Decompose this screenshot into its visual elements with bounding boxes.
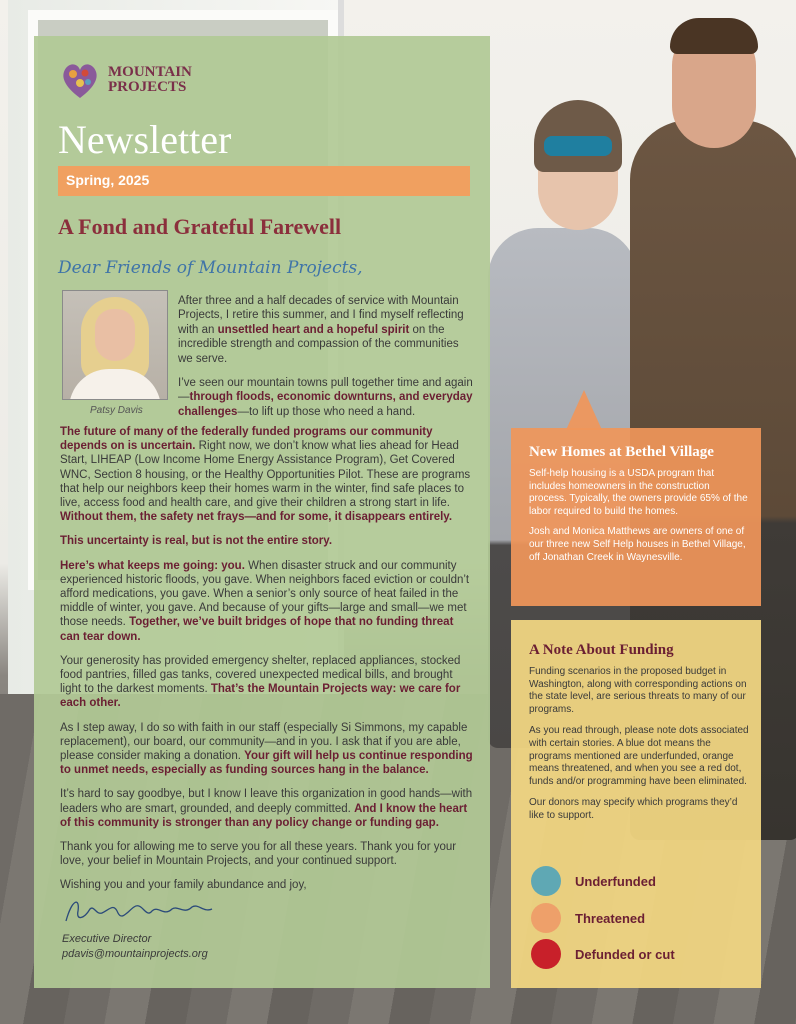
paragraph-keeps-going: Here’s what keeps me going: you. When disaster struck and our community experienced historic floods, you gave. When neighbors faced eviction or couldn’t afford medications, you gave. When a senior’s only source of heat failed in the middle of winter, you gave. And because of your gifts—large and small—we met those needs. Together, we’ve built bridges of hope that no funding threat can tear down. — [60, 559, 470, 643]
season-label: Spring, 2025 — [66, 172, 150, 188]
logo-line-1: MOUNTAIN — [108, 64, 192, 80]
legend-threatened — [531, 903, 645, 933]
red-dot-icon — [531, 939, 561, 969]
heart-logo-icon — [58, 58, 102, 102]
article-headline: A Fond and Grateful Farewell — [58, 214, 342, 239]
man-hair — [670, 18, 758, 54]
letter-body — [60, 425, 476, 903]
bethel-text — [529, 468, 749, 572]
signature-title: Executive Director — [62, 933, 152, 945]
funding-title: A Note About Funding — [529, 642, 674, 658]
orange-dot-icon — [531, 903, 561, 933]
intro-paragraph-2: I’ve seen our mountain towns pull together time and again—through floods, economic downturns, and everyday challenges—to lift up those who need a hand. — [178, 377, 473, 418]
portrait-photo — [62, 290, 168, 400]
funding-paragraph-1: Funding scenarios in the proposed budget in Washington, along with corresponding actions on the state level, are serious threats to many of our programs. — [529, 666, 747, 715]
logo — [58, 58, 192, 102]
bethel-village-box — [511, 428, 761, 606]
blue-dot-icon — [531, 866, 561, 896]
bethel-title: New Homes at Bethel Village — [529, 444, 714, 460]
intro-text — [178, 294, 474, 429]
logo-line-2: PROJECTS — [108, 79, 187, 95]
paragraph-generosity: Your generosity has provided emergency shelter, replaced appliances, stocked food pantries, filled gas tanks, covered unexpected medical bills, and brought light to the darkest moments. That’s the Mountain Projects way: we care for each other. — [60, 654, 461, 710]
paragraph-future: The future of many of the federally funded programs our community depends on is uncertain. Right now, we don’t know what lies ahead for Head Start, LIHEAP (Low Income Home Energy Assistance Program), Get Covered WNC, Section 8 housing, or the Healthy Opportunities Pilot. These are programs that help our neighbors keep their homes warm in the winter, find safe places to live, access food and health care, and give their children a strong start in life. Without them, the safety net frays—and for some, it disappears entirely. — [60, 426, 471, 524]
paragraph-wishing: Wishing you and your family abundance and joy, — [60, 879, 307, 892]
paragraph-thank-you: Thank you for allowing me to serve you for all these years. Thank you for your love, your belief in Mountain Projects, and your continued support. — [60, 841, 457, 868]
legend-underfunded — [531, 866, 656, 896]
funding-paragraph-2: As you read through, please note dots associated with certain stories. A blue dot means the programs mentioned are underfunded, orange means threatened, and when you see a red dot, funds and/or programming have been eliminated. — [529, 725, 749, 787]
bethel-pointer — [566, 390, 602, 430]
legend-label: Underfunded — [575, 873, 656, 889]
signature — [62, 893, 222, 929]
signature-email[interactable]: pdavis@mountainprojects.org — [62, 948, 208, 960]
paragraph-step-away: As I step away, I do so with faith in our staff (especially Si Simmons, my capable replacement), our board, our community—and in you. I ask that if you are able, please consider making a donation. Your gift will help us continue responding to unmet needs, especially as funding sources hang in the balance. — [60, 721, 473, 777]
salutation: Dear Friends of Mountain Projects, — [58, 258, 363, 278]
bethel-paragraph-2: Josh and Monica Matthews are owners of one of our three new Self Help houses in Bethel Village, off Jonathan Creek in Waynesville. — [529, 526, 746, 563]
goggles — [544, 136, 612, 156]
legend-defunded — [531, 939, 675, 969]
newsletter-panel — [34, 36, 490, 988]
legend-label: Defunded or cut — [575, 946, 675, 962]
paragraph-goodbye: It’s hard to say goodbye, but I know I leave this organization in good hands—with leaders who are smart, grounded, and deeply committed. And I know the heart of this community is stronger than any policy change or funding gap. — [60, 788, 473, 829]
signature-block — [62, 932, 208, 962]
newsletter-title: Newsletter — [58, 117, 232, 162]
legend-label: Threatened — [575, 910, 646, 926]
funding-paragraph-3: Our donors may specify which programs they’d like to support. — [529, 797, 738, 821]
intro-paragraph-1: After three and a half decades of service with Mountain Projects, I retire this summer, and I find myself reflecting with an unsettled heart and a hopeful spirit on the incredible strength and compassion of the communities we serve. — [178, 295, 464, 365]
bethel-paragraph-1: Self-help housing is a USDA program that includes homeowners in the construction process. Typically, the owners provide 65% of the labor required to build the homes. — [529, 468, 748, 517]
season-bar — [58, 166, 470, 196]
funding-text — [529, 666, 751, 832]
paragraph-uncertainty: This uncertainty is real, but is not the entire story. — [60, 535, 333, 548]
portrait-caption: Patsy Davis — [90, 405, 143, 416]
funding-note-box — [511, 620, 761, 988]
